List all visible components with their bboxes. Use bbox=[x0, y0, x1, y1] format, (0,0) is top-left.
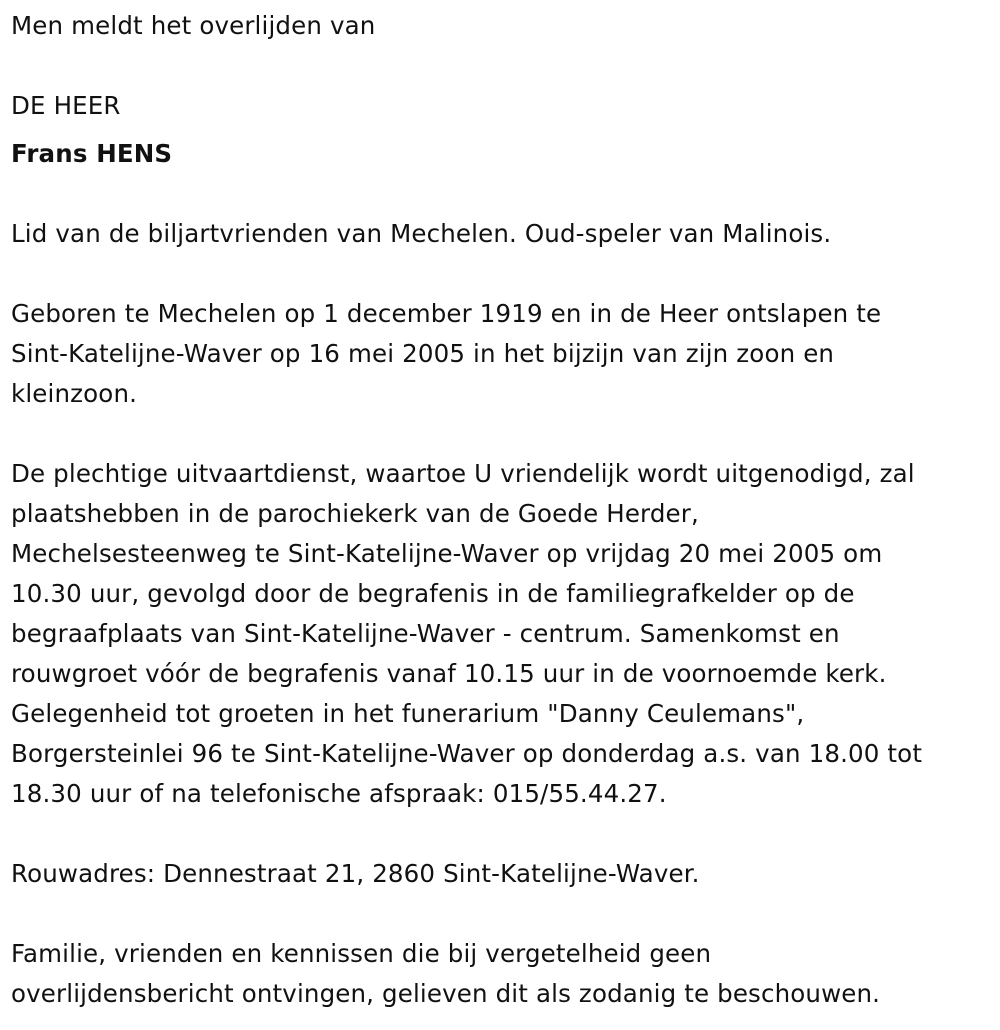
spacer bbox=[11, 46, 990, 86]
membership-text: Lid van de biljartvrienden van Mechelen. Oud-speler van Malinois. bbox=[11, 219, 832, 248]
spacer bbox=[11, 814, 990, 854]
paragraph-line: 18.30 uur of na telefonische afspraak: 015/55.44.27. bbox=[11, 779, 667, 808]
mourning-address: Rouwadres: Dennestraat 21, 2860 Sint-Katelijne-Waver. bbox=[11, 859, 700, 888]
paragraph-line: Gelegenheid tot groeten in het funerarium "Danny Ceulemans", bbox=[11, 699, 805, 728]
spacer bbox=[11, 894, 990, 934]
paragraph-line: De plechtige uitvaartdienst, waartoe U vriendelijk wordt uitgenodigd, zal bbox=[11, 459, 915, 488]
intro-text: Men meldt het overlijden van bbox=[11, 11, 376, 40]
spacer bbox=[11, 414, 990, 454]
paragraph-line: overlijdensbericht ontvingen, gelieven dit als zodanig te beschouwen. bbox=[11, 979, 881, 1008]
paragraph-line: Mechelsesteenweg te Sint-Katelijne-Waver op vrijdag 20 mei 2005 om bbox=[11, 539, 883, 568]
paragraph-line: 10.30 uur, gevolgd door de begrafenis in de familiegrafkelder op de bbox=[11, 579, 855, 608]
paragraph-line: kleinzoon. bbox=[11, 379, 138, 408]
deceased-name: Frans HENS bbox=[11, 139, 173, 168]
paragraph-line: Familie, vrienden en kennissen die bij vergetelheid geen bbox=[11, 939, 712, 968]
paragraph-line: Borgersteinlei 96 te Sint-Katelijne-Waver op donderdag a.s. van 18.00 tot bbox=[11, 739, 923, 768]
spacer bbox=[11, 126, 990, 134]
service-paragraph bbox=[11, 454, 990, 814]
paragraph-line: rouwgroet vóór de begrafenis vanaf 10.15 uur in de voornoemde kerk. bbox=[11, 659, 887, 688]
paragraph-line: Sint-Katelijne-Waver op 16 mei 2005 in het bijzijn van zijn zoon en bbox=[11, 339, 835, 368]
closing-paragraph bbox=[11, 934, 990, 1014]
birth-death-paragraph bbox=[11, 294, 990, 414]
paragraph-line: Geboren te Mechelen op 1 december 1919 en in de Heer ontslapen te bbox=[11, 299, 882, 328]
spacer bbox=[11, 254, 990, 294]
paragraph-line: plaatshebben in de parochiekerk van de Goede Herder, bbox=[11, 499, 699, 528]
paragraph-line: begraafplaats van Sint-Katelijne-Waver - centrum. Samenkomst en bbox=[11, 619, 840, 648]
deceased-title: DE HEER bbox=[11, 91, 121, 120]
spacer bbox=[11, 174, 990, 214]
